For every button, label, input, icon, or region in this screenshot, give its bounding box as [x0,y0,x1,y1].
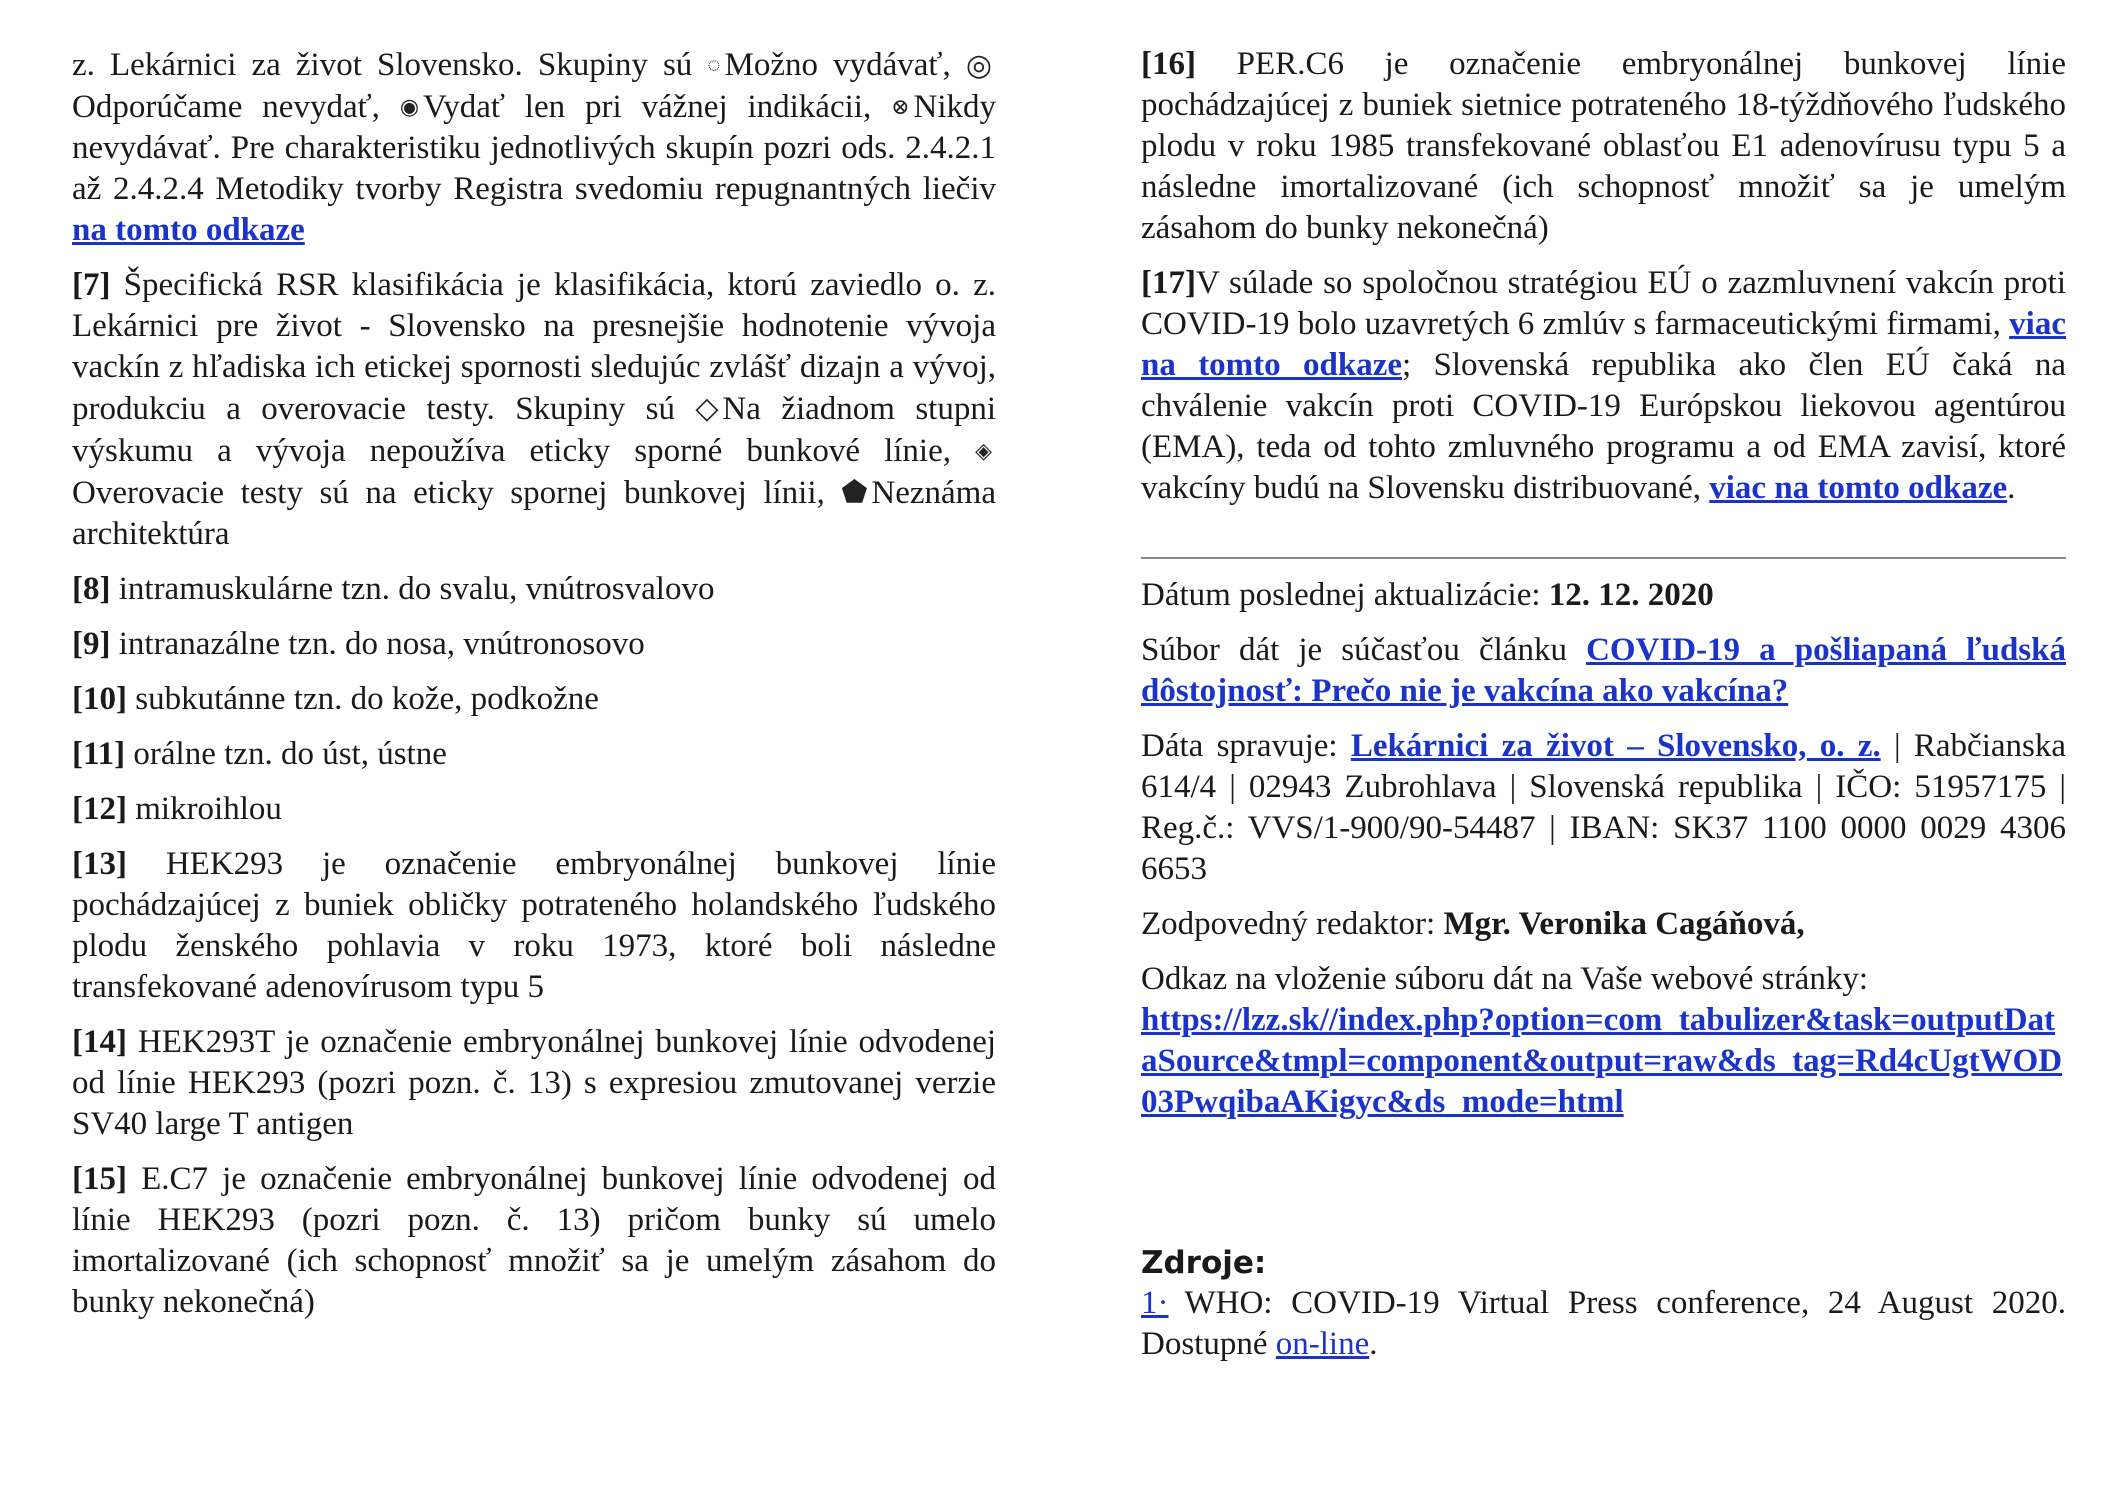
note-number: [14] [72,1024,127,1060]
intro-text: z. Lekárnici za život Slovensko. Skupiny sú [72,47,693,83]
note-text: PER.C6 je označenie embryonálnej bunkovej línie pochádzajúcej z buniek sietnice potrateného 18-týždňového ľudského plodu v roku 1985 transfekované oblasťou E1 adenovírusu typu 5 a následne imortalizované (ich schopnosť množiť sa je umelým zásahom do bunky nekonečná) [1141,46,2067,246]
note-text: orálne tzn. do úst, ústne [133,736,447,772]
pentagon-filled-icon: ⬟ [841,476,868,509]
source-number-link[interactable]: 1· [1141,1285,1169,1321]
embed-url-paragraph [1141,1000,2066,1123]
data-managed-by [1141,726,2066,890]
note-number: [12] [72,791,127,827]
note-17 [1141,263,2066,509]
note-17-text-2: ; Slovenská republika ako člen EÚ čaká na chválenie vakcín proti COVID-19 Európskou liekovou agentúrou (EMA), teda od tohto zmluvného programu a od EMA zavisí, ktoré vakcíny budú na Slovensku distribuované, [1141,347,2066,506]
source-text: WHO: COVID-19 Virtual Press conference, 24 August 2020. Dostupné [1141,1285,2066,1362]
note-number: [9] [72,626,111,662]
note-15 [72,1159,996,1323]
note-number: [7] [72,267,111,303]
note-text: subkutánne tzn. do kože, podkožne [135,681,599,717]
responsible-editor [1141,904,2066,945]
note-10 [72,679,996,720]
double-circle-icon: ◎ [965,49,993,82]
left-column [72,44,996,1337]
sources-heading: Zdroje: [1141,1245,1267,1281]
note-number: [10] [72,681,127,717]
group-never: Nikdy nevydávať. [72,89,997,166]
group-unknown: Neznáma architektúra [72,475,996,552]
methodology-link[interactable]: na tomto odkaze [72,212,305,248]
note-7-text: Špecifická RSR klasifikácia je klasifikácia, ktorú zaviedlo o. z. Lekárnici pre život - Slovensko na presnejšie hodnotenie vývoja vackín z hľadiska ich etickej spornosti sledujúc zvlášť dizajn a vývoj, produkciu a overovacie testy. Skupiny sú [72,267,996,427]
note-number: [15] [72,1161,127,1197]
group-may-dispense: Možno vydávať, [724,47,951,83]
note-16 [1141,44,2066,249]
last-updated-label: Dátum poslednej aktualizácie: [1141,577,1541,613]
note-number: [8] [72,571,111,607]
embed-label: Odkaz na vloženie súboru dát na Vaše webové stránky: [1141,961,1868,997]
eu-strategy-link[interactable]: viac na tomto odkaze [1141,306,2066,383]
group-recommend-not: Odporúčame nevydať, [72,89,380,125]
note-number: [11] [72,736,126,772]
note-text: mikroihlou [135,791,282,827]
diamond-outline-icon: ◇ [695,392,719,425]
group-test-sporne: Overovacie testy sú na eticky spornej bunkovej línii, [72,475,825,511]
note-text: HEK293T je označenie embryonálnej bunkovej línie odvodenej od línie HEK293 (pozri pozn. č. 13) s expresiou zmutovanej verzie SV40 large T antigen [72,1024,997,1142]
article-reference [1141,630,2066,712]
note-14 [72,1022,996,1145]
note-number: [17] [1141,265,1196,301]
target-circle-icon: ◉ [399,94,420,119]
dotted-circle-icon: ◌ [707,52,721,77]
note-13 [72,844,996,1008]
intro-paragraph [72,44,996,251]
editor-name: Mgr. Veronika Cagáňová, [1443,906,1805,942]
crossed-circle-icon: ⊗ [891,94,910,119]
group-no-sporne: Na žiadnom stupni výskumu a vývoja nepoužíva eticky sporné bunkové línie, [72,391,996,469]
note-text: intranazálne tzn. do nosa, vnútronosovo [118,626,645,662]
embed-link-block [1141,959,2066,1000]
note-text: intramuskulárne tzn. do svalu, vnútrosvalovo [118,571,715,607]
note-17-text: V súlade so spoločnou stratégiou EÚ o zazmluvnení vakcín proti COVID-19 bolo uzavretých 6 zmlúv s farmaceutickými firmami, [1141,265,2066,342]
note-17-end: . [2007,470,2016,506]
article-label: Súbor dát je súčasťou článku [1141,632,1567,668]
source-item [1141,1283,2066,1365]
editor-label: Zodpovedný redaktor: [1141,906,1436,942]
note-12 [72,789,996,830]
organization-link[interactable]: Lekárnici za život – Slovensko, o. z. [1350,728,1881,764]
note-number: [16] [1141,46,1196,82]
note-8 [72,569,996,610]
note-9 [72,624,996,665]
last-updated-value: 12. 12. 2020 [1548,577,1714,613]
source-online-link[interactable]: on-line [1275,1326,1370,1362]
note-text: HEK293 je označenie embryonálnej bunkovej línie pochádzajúcej z buniek obličky potrateného holandského ľudského plodu ženského pohlavia v roku 1973, ktoré boli následne transfekované adenovírusom typu 5 [72,846,996,1005]
source-end: . [1369,1326,1378,1362]
intro-text-2: Pre charakteristiku jednotlivých skupín pozri ods. 2.4.2.1 až 2.4.2.4 Metodiky tvorby Registra svedomiu repugnantných liečiv [72,130,997,207]
organization-details: | Rabčianska 614/4 | 02943 Zubrohlava | Slovenská republika | IČO: 51957175 | Reg.č.: VVS/1-900/90-54487 | IBAN: SK37 1100 0000 0029 4306 6653 [1141,728,2067,887]
article-link[interactable]: COVID-19 a pošliapaná ľudská dôstojnosť: Prečo nie je vakcína ako vakcína? [1141,632,2066,709]
note-7 [72,265,996,555]
managed-label: Dáta spravuje: [1141,728,1338,764]
section-divider [1141,557,2066,559]
note-11 [72,734,996,775]
last-updated [1141,575,2066,616]
small-diamond-icon: ◈ [975,438,992,463]
right-column [1141,44,2066,1379]
note-text: E.C7 je označenie embryonálnej bunkovej línie odvodenej od línie HEK293 (pozri pozn. č. 13) pričom bunky sú umelo imortalizované (ich schopnosť množiť sa je umelým zásahom do bunky nekonečná) [72,1161,996,1320]
group-serious-indication: Vydať len pri vážnej indikácii, [423,89,872,125]
note-number: [13] [72,846,127,882]
distribution-link[interactable]: viac na tomto odkaze [1709,470,2008,506]
embed-url-link[interactable]: https://lzz.sk//index.php?option=com_tabulizer&task=outputDataSource&tmpl=component&output=raw&ds_tag=Rd4cUgtWOD03PwqibaAKigyc&ds_mode=html [1141,1002,2063,1120]
